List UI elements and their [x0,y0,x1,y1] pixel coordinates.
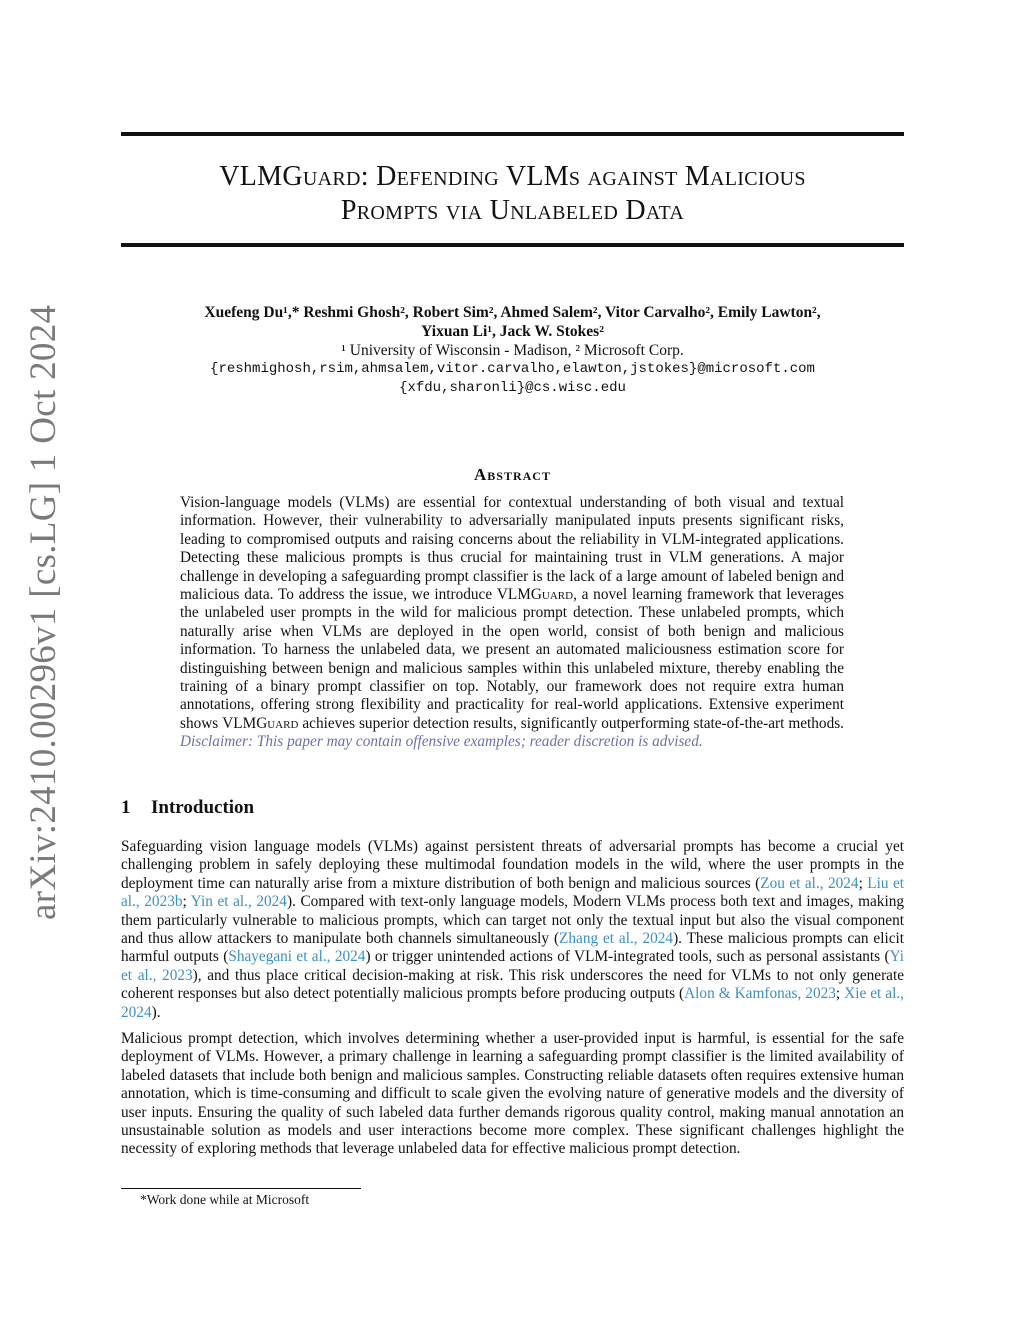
email-line-2: {xfdu,sharonli}@cs.wisc.edu [399,380,626,396]
section-title: Introduction [151,797,255,818]
citation-link[interactable]: Zhang et al., 2024 [559,930,674,948]
text-run: ), and thus place critical decision-making at risk. This risk underscores the need for VLMs to not only generate coherent responses but also detect potentially malicious prompts before producing outputs ( [121,966,904,1003]
citation-link[interactable]: Xie et al., 2024 [121,985,904,1021]
abstract-text-b: , a novel learning framework that leverages the unlabeled user prompts in the wild for malicious prompt detection. These unlabeled prompts, which naturally arise when VLMs are deployed in the open world, consist of both benign and malicious information. To harness the unlabeled data, we present an automated maliciousness estimation score for distinguishing between benign and malicious samples within this unlabeled mixture, thereby enabling the training of a binary prompt classifier on top. Notably, our framework does not require extra human annotations, offering strong flexibility and practicality for real-world applications. Extensive experiment shows [180,586,844,732]
title-line-2: Prompts via Unlabeled Data [340,195,685,226]
intro-paragraph-2: Malicious prompt detection, which involves determining whether a user-provided input is harmful, is essential for the safe deployment of VLMs. However, a primary challenge in learning a safeguarding prompt classifier is the limited availability of labeled datasets that include both benign and malicious samples. Constructing reliable datasets often requires extensive human annotation, which is time-consuming and difficult to scale given the evolving nature of generative models and the diversity of user inputs. Ensuring the quality of such labeled data further demands rigorous quality control, making manual annotation an unsustainable solution as models and user interactions become more complex. These significant challenges highlight the necessity of exploring methods that leverage unlabeled data for effective malicious prompt detection. [121,1030,904,1158]
citation-link[interactable]: Liu et al., 2023b [121,874,905,911]
citation-link[interactable]: Zou et al., 2024 [760,874,859,892]
citation-link[interactable]: Yin et al., 2024 [190,893,287,911]
text-run: ; [182,893,191,911]
citation-link[interactable]: Alon & Kamfonas, 2023 [684,985,836,1003]
text-run: ) or trigger unintended actions of VLM-integrated tools, such as personal assistants ( [365,948,890,966]
citation-link[interactable]: Yi et al., 2023 [121,948,905,984]
citation-link[interactable]: Shayegani et al., 2024 [228,948,366,966]
intro-paragraph-1 [121,838,904,1022]
title-rule-bottom [121,243,904,247]
abstract-text-c: achieves superior detection results, significantly outperforming state-of-the-art methods. [298,714,844,732]
footnote: *Work done while at Microsoft [140,1192,310,1207]
author-names-line-2: Yixuan Li¹, Jack W. Stokes² [421,323,604,340]
paper-title [121,160,904,228]
author-names-line-1: Xuefeng Du¹,* Reshmi Ghosh², Robert Sim², Ahmed Salem², Vitor Carvalho², Emily Lawton², [204,304,821,321]
affiliations: ¹ University of Wisconsin - Madison, ² Microsoft Corp. [341,342,684,359]
text-run: Safeguarding vision language models (VLMs) against persistent threats of adversarial prompts has become a crucial yet challenging problem in safely deploying these multimodal foundation models in the wild, where the user prompts in the deployment time can naturally arise from a mixture distribution of both benign and malicious sources ( [121,838,904,892]
author-block [121,303,904,398]
abstract-text-a: Vision-language models (VLMs) are essential for contextual understanding of both visual and textual information. However, their vulnerability to adversarially manipulated inputs presents significant risks, leading to compromised outputs and raising concerns about the reliability in VLM-integrated applications. Detecting these malicious prompts is thus crucial for maintaining trust in VLM generations. A major challenge in developing a safeguarding prompt classifier is the lack of a large amount of labeled benign and malicious data. To address the issue, we introduce [180,494,844,604]
disclaimer: Disclaimer: This paper may contain offensive examples; reader discretion is advised. [180,733,703,751]
abstract-body [180,494,844,752]
text-run: ; [835,985,845,1003]
abstract-heading: Abstract [474,465,551,484]
text-run: ; [858,874,868,892]
email-line-1: {reshmighosh,rsim,ahmsalem,vitor.carvalho,elawton,jstokes}@microsoft.com [210,361,815,377]
text-run: ). Compared with text-only language models, Modern VLMs process both text and images, making them particularly vulnerable to malicious prompts, which can target not only the textual input but also the visual component and thus allow attackers to manipulate both channels simultaneously ( [121,893,904,948]
title-line-1: VLMGuard: Defending VLMs against Malicious [219,161,806,192]
framework-name: VLMGuard [222,714,299,732]
framework-name: VLMGuard [496,586,574,604]
title-rule-top [121,132,904,136]
footnote-rule [121,1188,361,1189]
section-number: 1 [121,797,131,818]
text-run: ). [151,1003,161,1021]
section-heading [121,797,254,819]
arxiv-stamp: arXiv:2410.00296v1 [cs.LG] 1 Oct 2024 [23,304,64,920]
text-run: ). These malicious prompts can elicit harmful outputs ( [121,930,904,966]
